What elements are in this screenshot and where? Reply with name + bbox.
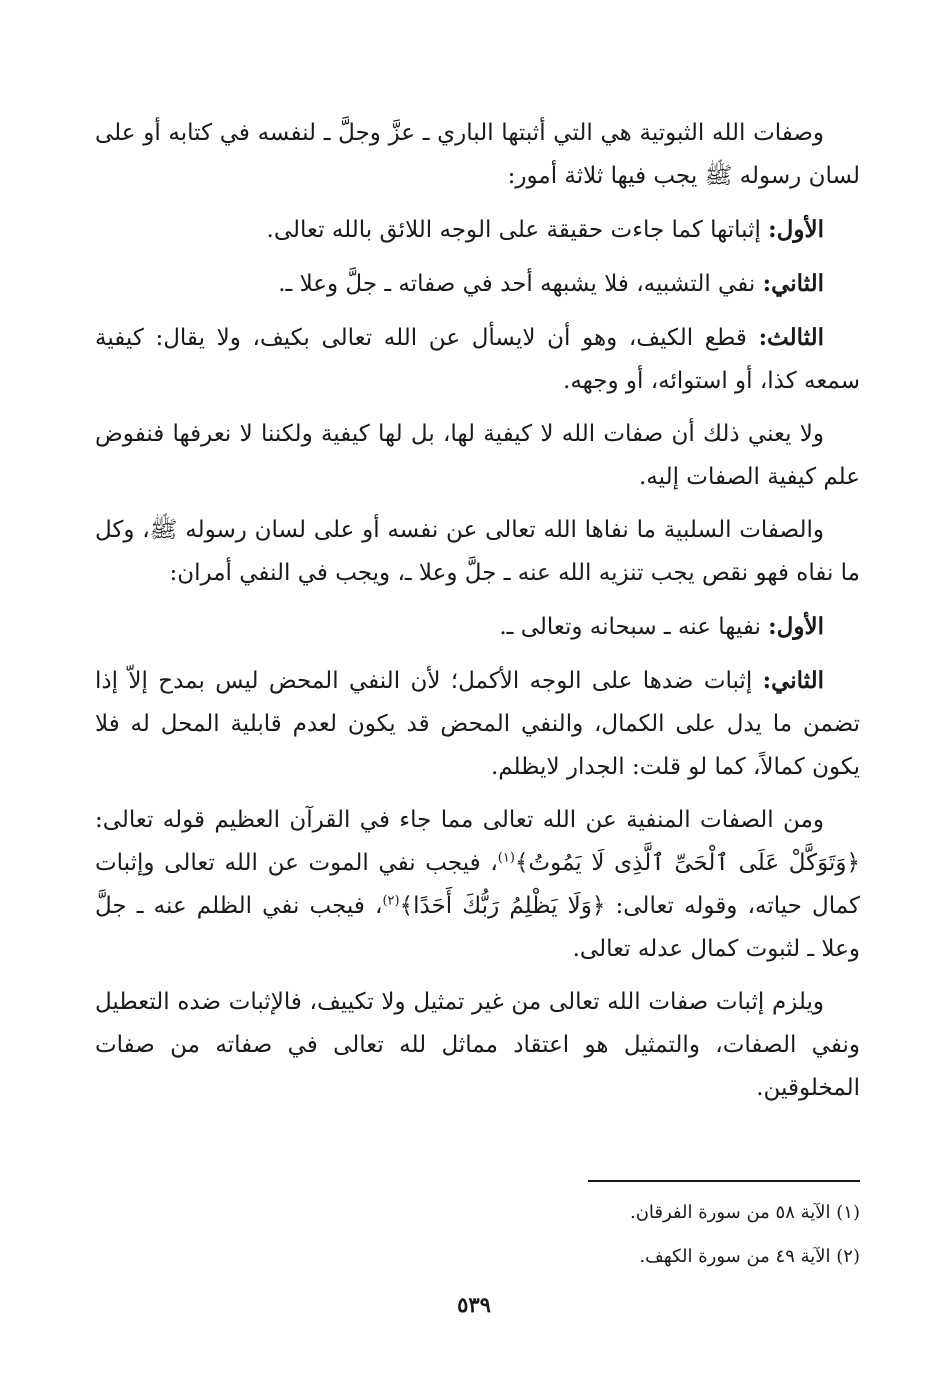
quran-text-part: ، فيجب نفي الموت عن الله تعالى وإثبات كمال حياته، وقوله تعالى: ﴿وَلَا يَظْلِمُ رَبُّكَ أَحَدًا﴾ (95, 850, 860, 919)
item-lead: الأول: (768, 216, 824, 243)
paragraph-quran-examples (95, 799, 860, 971)
item-text: نفي التشبيه، فلا يشبهه أحد في صفاته ـ جلَّ وعلا ـ. (278, 271, 756, 297)
footnotes (95, 1195, 860, 1283)
footnote-divider (588, 1180, 860, 1182)
item-text: نفيها عنه ـ سبحانه وتعالى ـ. (499, 614, 761, 640)
item-text: إثبات ضدها على الوجه الأكمل؛ لأن النفي المحض ليس بمدح إلاّ إذا تضمن ما يدل على الكمال، والنفي المحض قد يكون لعدم قابلية المحل له فلا يكون كمالاً، كما لو قلت: الجدار لايظلم. (95, 668, 860, 780)
footnote-ref: (١) (497, 850, 515, 866)
item-text: إثباتها كما جاءت حقيقة على الوجه اللائق بالله تعالى. (266, 217, 761, 243)
paragraph-intro: وصفات الله الثبوتية هي التي أثبتها الباري ـ عزَّ وجلَّ ـ لنفسه في كتابه أو على لسان رسوله ﷺ يجب فيها ثلاثة أمور: (95, 120, 860, 189)
main-text (95, 112, 860, 1120)
paragraph-negative-attributes: والصفات السلبية ما نفاها الله تعالى عن نفسه أو على لسان رسوله ﷺ، وكل ما نفاه فهو نقص يجب تنزيه الله عنه ـ جلَّ وعلا ـ، ويجب في النفي أمران: (95, 517, 860, 586)
item-first-negation (95, 605, 860, 649)
item-lead: الأول: (768, 613, 824, 640)
paragraph-clarification: ولا يعني ذلك أن صفات الله لا كيفية لها، بل لها كيفية ولكننا لا نعرفها فنفوض علم كيفية الصفات إليه. (95, 421, 860, 490)
footnote-item: (١) الآية ٥٨ من سورة الفرقان. (629, 1202, 860, 1223)
quran-text-part: ومن الصفات المنفية عن الله تعالى مما جاء في القرآن العظيم قوله تعالى: ﴿وَتَوَكَّلْ عَلَى ٱلْحَىِّ ٱلَّذِى لَا يَمُوتُ﴾ (95, 807, 860, 876)
paragraph-conclusion: ويلزم إثبات صفات الله تعالى من غير تمثيل ولا تكييف، فالإثبات ضده التعطيل ونفي الصفات، والتمثيل هو اعتقاد مماثل لله تعالى في صفاته من صفات المخلوقين. (95, 989, 860, 1101)
item-lead: الثاني: (762, 667, 825, 694)
quran-text-part: ، فيجب نفي الظلم عنه ـ جلَّ وعلا ـ لثبوت كمال عدله تعالى. (95, 893, 860, 962)
item-text: قطع الكيف، وهو أن لايسأل عن الله تعالى بكيف، ولا يقال: كيفية سمعه كذا، أو استوائه، أو وجهه. (95, 325, 860, 394)
footnote-item: (٢) الآية ٤٩ من سورة الكهف. (639, 1246, 860, 1267)
item-second (95, 262, 860, 306)
item-lead: الثاني: (762, 270, 824, 297)
page-number: ٥٣٩ (457, 1292, 491, 1317)
footnote-ref: (٢) (382, 893, 400, 909)
item-lead: الثالث: (758, 324, 824, 351)
item-second-negation (95, 659, 860, 789)
item-first (95, 208, 860, 252)
item-third (95, 316, 860, 403)
